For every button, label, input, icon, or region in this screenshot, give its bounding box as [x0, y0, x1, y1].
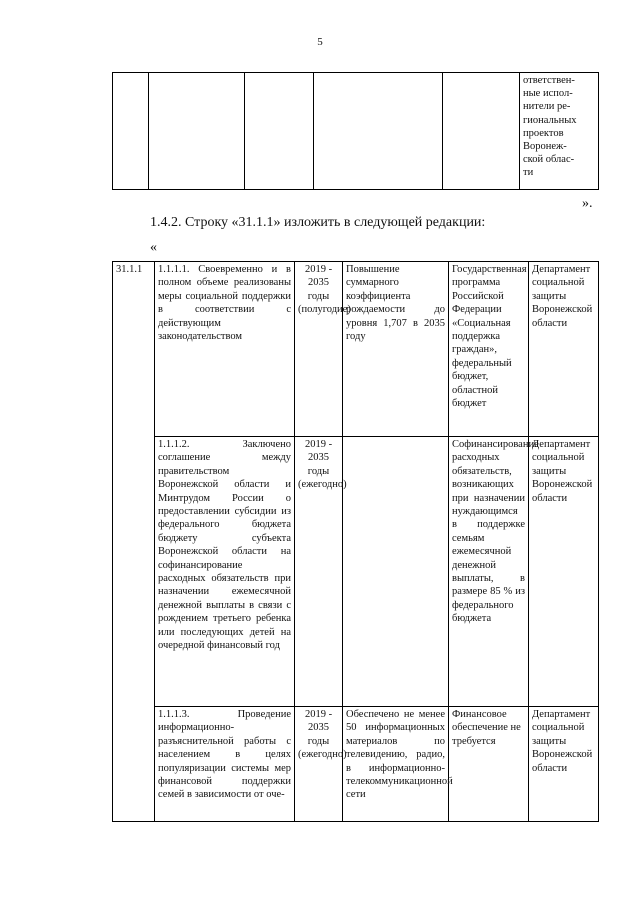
code-cell: 31.1.1 — [113, 262, 155, 822]
page-number: 5 — [317, 36, 323, 48]
funding-cell: Государственная программа Российской Федерации «Социальная поддержка граждан», федеральный бюджет, областной бюджет — [449, 262, 529, 437]
instruction-text: 1.4.2. Строку «31.1.1» изложить в следующей редакции: — [150, 215, 486, 230]
table-cell — [149, 73, 245, 190]
event-cell: 1.1.1.2. Заключено соглашение между правительством Воронежской области и Минтрудом России о предоставлении субсидии из федерального бюджета бюджету субъекта Воронежской области на софинансирование расходных обязательств при назначении ежемесячной денежной выплаты в связи с рождением третьего ребенка или последующих детей на очередной финансовый год — [155, 437, 295, 707]
event-cell: 1.1.1.1. Своевременно и в полном объеме реализованы меры социальной поддержки в соответствии с действующим законодательством — [155, 262, 295, 437]
responsible-executors-text: ответствен- ные испол- нители ре- гиональных проектов Воронеж- ской облас- ти — [523, 75, 577, 179]
previous-table-fragment — [112, 72, 599, 190]
table-cell — [245, 73, 314, 190]
period-cell: 2019 - 2035 годы (полугодие) — [295, 262, 343, 437]
table-row — [113, 73, 599, 190]
result-cell: Повышение суммарного коэффициента рождаемости до уровня 1,707 в 2035 году — [343, 262, 449, 437]
executor-cell: Департамент социальной защиты Воронежской области — [529, 262, 599, 437]
funding-cell: Софинансирование расходных обязательств, возникающих при назначении нуждающимся в поддержке семьям ежемесячной денежной выплаты, в размере 85 % из федерального бюджета — [449, 437, 529, 707]
table-cell — [443, 73, 520, 190]
event-text: 1.1.1.3. Проведение информационно-разъяснительной работы с населением в целях популяризации системы мер финансовой поддержки семей в зависимости от оче- — [158, 709, 291, 801]
table-cell — [314, 73, 443, 190]
result-text: Обеспечено не менее 50 информационных материалов по телевидению, радио, в информационно-телекоммуникационной сети — [346, 709, 453, 801]
funding-cell: Финансовое обеспечение не требуется — [449, 707, 529, 822]
table-cell — [113, 73, 149, 190]
period-cell: 2019 - 2035 годы (ежегодно) — [295, 437, 343, 707]
closing-quote: ». — [582, 196, 593, 211]
opening-quote: « — [150, 240, 157, 255]
table-row — [113, 707, 599, 822]
table-row — [113, 437, 599, 707]
result-cell — [343, 707, 453, 822]
replacement-table — [112, 261, 599, 822]
period-cell: 2019 - 2035 годы (ежегодно) — [295, 707, 343, 822]
result-cell — [343, 437, 449, 707]
executor-cell: Департамент социальной защиты Воронежской области — [529, 437, 599, 707]
table-cell — [520, 73, 599, 190]
executor-cell: Департамент социальной защиты Воронежской области — [529, 707, 599, 822]
table-row — [113, 262, 599, 437]
event-cell — [155, 707, 295, 822]
